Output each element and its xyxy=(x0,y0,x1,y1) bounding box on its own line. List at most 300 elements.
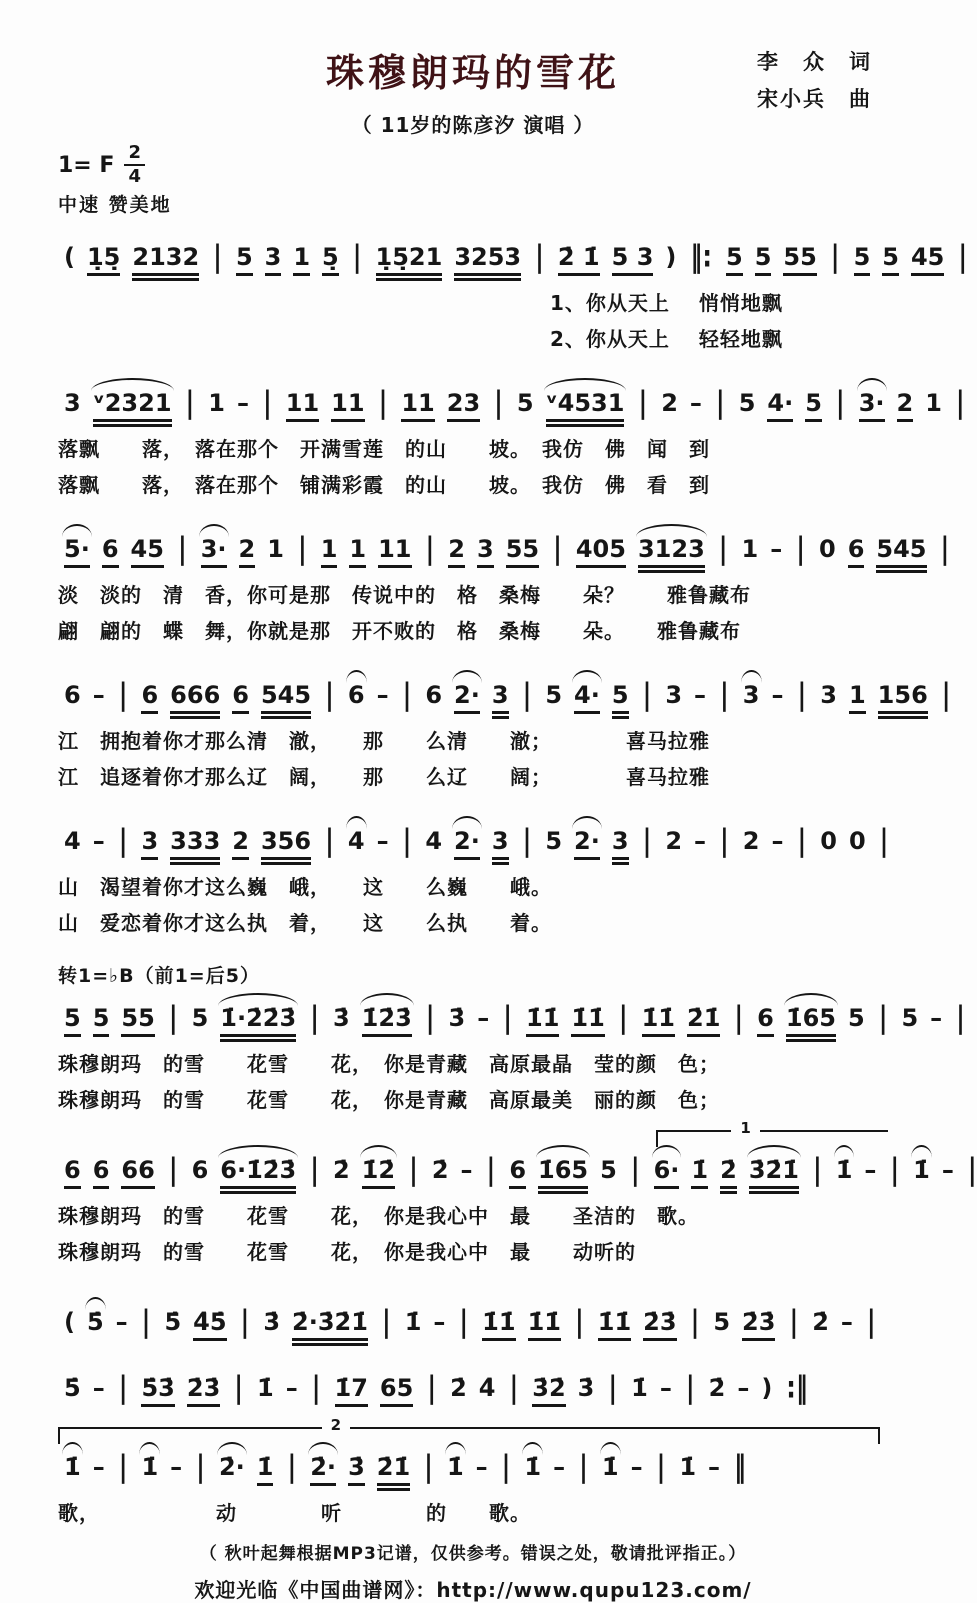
note-group: 2 xyxy=(897,391,914,422)
note-group: 6 xyxy=(347,681,365,709)
note-group: – xyxy=(864,1156,877,1184)
barline: | xyxy=(535,239,544,274)
score-system xyxy=(58,377,965,499)
notation-line xyxy=(58,669,951,719)
note-group: 0 xyxy=(820,827,837,855)
note-group: 1̇1̇ xyxy=(526,1006,559,1037)
barline: | xyxy=(835,385,845,420)
note-group: 5̇3̇ xyxy=(141,1376,174,1407)
note-group: 3̇2̇ xyxy=(532,1376,565,1407)
note-group: 5 xyxy=(901,1004,919,1032)
note-group: 6 xyxy=(64,1158,81,1189)
note-group: 6 xyxy=(757,1006,774,1037)
lyrics-line-2: 翩 翩的 蝶 舞，你就是那 开不败的 格 桑梅 朵。 雅鲁藏布 xyxy=(58,619,741,643)
note-group: 5 xyxy=(93,1006,110,1037)
note-group: 4 xyxy=(425,827,443,855)
note-group: – xyxy=(376,827,389,855)
note-group: 55 xyxy=(121,1006,154,1037)
note-group: 6 xyxy=(232,683,249,714)
note-group: 3 xyxy=(477,537,494,568)
tempo-marking: 中速 赞美地 xyxy=(58,194,172,216)
note-group: 65 xyxy=(380,1376,413,1407)
lyrics-line-1: 落飘 落， 落在那个 开满雪莲 的山 坡。 我仿 佛 闻 到 xyxy=(58,437,710,461)
note-group: 6· xyxy=(654,1158,680,1189)
barline: | xyxy=(955,385,965,420)
note-group: 3 xyxy=(492,683,509,719)
notation-line xyxy=(58,231,968,281)
score-system xyxy=(58,1119,977,1266)
time-signature xyxy=(124,144,145,186)
note-group: 4 xyxy=(347,827,365,855)
note-group: – xyxy=(477,1004,490,1032)
note-group: 11 xyxy=(286,391,319,422)
note-group: 333 xyxy=(170,829,220,865)
barline: | xyxy=(425,531,435,566)
note-group: 1̇ xyxy=(601,1453,619,1481)
note-group: 1 xyxy=(321,537,338,568)
key-signature xyxy=(58,144,888,186)
barline: | xyxy=(720,823,729,858)
barline: | xyxy=(715,385,725,420)
note-group: – xyxy=(771,681,784,709)
lyrics-line-2: 山 爱恋着你才这么执 着， 这 么执 着。 xyxy=(58,911,552,935)
notation-line xyxy=(58,992,965,1042)
note-group: 3̇ xyxy=(448,1004,466,1032)
barline: :‖ xyxy=(786,1370,808,1405)
score-system xyxy=(58,961,965,1114)
note-group: 45 xyxy=(131,537,164,568)
note-group: ) xyxy=(665,243,677,271)
score xyxy=(58,231,977,1527)
barline: | xyxy=(574,1304,584,1339)
barline: | xyxy=(297,531,307,566)
note-group: 1 xyxy=(208,389,225,417)
note-group: 2̇ xyxy=(450,1374,467,1402)
note-group: 5 xyxy=(726,245,743,276)
lyrics-line-2: 珠穆朗玛 的雪 花雪 花， 你是我心中 最 动听的 xyxy=(58,1240,636,1264)
note-group: 55 xyxy=(783,245,816,276)
note-group: – xyxy=(840,1308,853,1336)
note-group: 2132 xyxy=(132,245,199,281)
key-change-label: 转1=♭B（前1=后5） xyxy=(58,965,260,987)
note-group: 666 xyxy=(170,683,220,719)
note-group: 45 xyxy=(911,245,944,276)
note-group: 1̇ xyxy=(679,1453,697,1481)
note-group: 1 xyxy=(849,683,866,714)
barline: | xyxy=(494,385,503,420)
composer-credit: 宋小兵 曲 xyxy=(757,86,872,111)
barline: | xyxy=(310,1152,319,1187)
barline: | xyxy=(325,823,334,858)
note-group: 3̇2̇1̇ xyxy=(749,1158,799,1194)
note-group: 2̇· xyxy=(218,1453,245,1481)
barline: | xyxy=(553,531,562,566)
score-header xyxy=(58,42,888,217)
barline: | xyxy=(196,1449,205,1484)
note-group: 0 xyxy=(848,827,866,855)
notation-line xyxy=(58,1296,888,1346)
note-group: 2̇ xyxy=(720,1158,737,1194)
note-group: 55 xyxy=(506,537,539,568)
note-group: – xyxy=(460,1156,473,1184)
lyrics-line-1: 歌， 动 听 的 歌。 xyxy=(58,1501,531,1525)
lyrics-line-2: 珠穆朗玛 的雪 花雪 花， 你是青藏 高原最美 丽的颜 色； xyxy=(58,1088,720,1112)
note-group: 405 xyxy=(576,537,626,568)
barline: | xyxy=(797,677,807,712)
note-group: – xyxy=(92,1374,105,1402)
note-group: 6 xyxy=(102,537,119,568)
note-group: 1̇7 xyxy=(335,1376,368,1407)
barline: | xyxy=(424,1449,433,1484)
barline: | xyxy=(409,1152,418,1187)
barline: | xyxy=(509,1370,519,1405)
note-group: ᵛ4531 xyxy=(546,391,625,427)
note-group: 11 xyxy=(378,537,411,568)
note-group: 5 xyxy=(516,389,534,417)
volta-number: 1 xyxy=(731,1121,759,1136)
barline: | xyxy=(579,1449,588,1484)
note-group: 3 xyxy=(492,829,509,865)
note-group: 5 3 xyxy=(612,245,654,276)
barline: | xyxy=(789,1304,799,1339)
note-group: – xyxy=(771,827,784,855)
note-group: 1̇ xyxy=(64,1453,81,1481)
transcriber-note: （ 秋叶起舞根据MP3记谱，仅供参考。错误之处，敬请批评指正。） xyxy=(199,1544,747,1564)
lyrics-line-1: 1、你从天上 悄悄地飘 xyxy=(550,291,783,315)
barline: | xyxy=(185,385,195,420)
note-group: 1̇1̇ xyxy=(528,1310,561,1341)
notation-line xyxy=(58,523,950,573)
notation-line xyxy=(58,1416,888,1491)
note-group: 1̇ xyxy=(141,1453,159,1481)
note-group: 1̇ xyxy=(446,1453,464,1481)
score-system xyxy=(58,523,950,645)
note-group: 1̇65 xyxy=(786,1006,836,1042)
note-group: 1̣5̣21 xyxy=(376,245,443,281)
note-group: 1̇1̇ xyxy=(482,1310,515,1341)
note-group: – xyxy=(708,1453,721,1481)
note-group: 2̇3̇ xyxy=(187,1376,220,1407)
barline: | xyxy=(656,1449,666,1484)
volta-bracket xyxy=(58,1416,880,1444)
note-group: ᵛ2321 xyxy=(93,391,172,427)
barline: | xyxy=(118,677,128,712)
barline: | xyxy=(956,1000,965,1035)
note-group: 1 xyxy=(741,535,759,563)
note-group: – xyxy=(770,535,783,563)
barline: | xyxy=(638,385,648,420)
barline: | xyxy=(459,1304,469,1339)
note-group: 2 xyxy=(239,537,256,568)
performer-subtitle: （ 11岁的陈彦汐 演唱 ） xyxy=(351,113,595,137)
note-group: 5 xyxy=(600,1156,617,1184)
barline: | xyxy=(402,677,412,712)
credits xyxy=(757,44,872,118)
barline: | xyxy=(642,677,652,712)
note-group: 5 xyxy=(191,1004,209,1032)
barline: | xyxy=(381,1304,391,1339)
barline: | xyxy=(141,1304,151,1339)
barline: | xyxy=(378,385,388,420)
note-group: 2̇ xyxy=(332,1156,350,1184)
score-system xyxy=(58,1416,888,1527)
barline: | xyxy=(522,677,532,712)
barline: | xyxy=(967,1152,977,1187)
note-group: 6 xyxy=(141,683,158,714)
note-group: 5 xyxy=(612,683,629,719)
score-system xyxy=(58,815,888,937)
note-group: 3̇ xyxy=(577,1374,595,1402)
barline: | xyxy=(118,1370,128,1405)
site-link: 欢迎光临《中国曲谱网》：http://www.qupu123.com/ xyxy=(194,1578,752,1602)
note-group: 545 xyxy=(261,683,311,719)
note-group: 1̇ xyxy=(913,1156,930,1184)
note-group: 1̇ xyxy=(257,1455,274,1486)
barline: ‖ xyxy=(734,1449,747,1484)
barline: | xyxy=(234,1370,244,1405)
barline: | xyxy=(718,531,728,566)
barline: | xyxy=(501,1449,511,1484)
key-label: 1= F xyxy=(58,152,115,178)
note-group: 5̇ xyxy=(164,1308,182,1336)
barline: | xyxy=(958,239,968,274)
barline: | xyxy=(685,1370,695,1405)
note-group: – xyxy=(475,1453,488,1481)
note-group: 3 xyxy=(141,829,158,860)
lyrics-line-1: 珠穆朗玛 的雪 花雪 花， 你是青藏 高原最晶 莹的颜 色； xyxy=(58,1052,720,1076)
barline: | xyxy=(118,823,128,858)
notation-line xyxy=(58,815,888,865)
note-group: 1 xyxy=(267,535,284,563)
lyrics-line-2: 江 追逐着你才那么辽 阔， 那 么辽 阔； 喜马拉雅 xyxy=(58,765,710,789)
note-group: 5̣ xyxy=(322,245,339,276)
note-group: 6·1̇2̇3̇ xyxy=(220,1158,296,1194)
note-group: – xyxy=(930,1004,943,1032)
barline: | xyxy=(941,677,951,712)
note-group: – xyxy=(553,1453,566,1481)
note-group: 5 xyxy=(713,1308,731,1336)
score-system xyxy=(58,1362,888,1407)
barline: | xyxy=(878,1000,888,1035)
note-group: 5 xyxy=(738,389,756,417)
barline: | xyxy=(118,1449,128,1484)
page-title: 珠穆朗玛的雪花 xyxy=(325,51,620,95)
barline: | xyxy=(608,1370,618,1405)
note-group: – xyxy=(630,1453,643,1481)
note-group: 4 xyxy=(64,827,81,855)
note-group: 2̇ xyxy=(812,1308,829,1336)
note-group: 5 xyxy=(755,245,772,276)
note-group: ( xyxy=(64,243,75,271)
note-group: 1̇1̇ xyxy=(571,1006,604,1037)
note-group: – xyxy=(376,681,389,709)
note-group: 2̇3̇ xyxy=(643,1310,676,1341)
note-group: 545 xyxy=(876,537,926,573)
note-group: 3̇ xyxy=(348,1455,365,1486)
volta-number: 2 xyxy=(322,1418,350,1433)
note-group: 23 xyxy=(447,391,480,422)
note-group: 5̇ xyxy=(86,1308,104,1336)
barline: | xyxy=(352,239,362,274)
note-group: – xyxy=(115,1308,128,1336)
note-group: – xyxy=(694,681,707,709)
note-group: 1 xyxy=(925,389,942,417)
note-group: – xyxy=(433,1308,446,1336)
meter-numerator: 2 xyxy=(124,144,145,166)
note-group: – xyxy=(92,827,105,855)
note-group: ( xyxy=(64,1308,75,1336)
barline: | xyxy=(240,1304,250,1339)
note-group: 5 xyxy=(236,245,253,276)
barline: | xyxy=(879,823,889,858)
note-group: 3 xyxy=(612,829,629,865)
note-group: 1 xyxy=(349,537,366,568)
note-group: 3 xyxy=(64,389,81,417)
score-system xyxy=(58,1296,888,1346)
note-group: – xyxy=(941,1156,954,1184)
note-group: 4̇5̇ xyxy=(193,1310,226,1341)
note-group: 5 xyxy=(545,827,563,855)
barline: | xyxy=(177,531,187,566)
notation-line xyxy=(58,1119,977,1194)
note-group: 2̇ 1̇ xyxy=(558,245,600,276)
barline: | xyxy=(630,1152,640,1187)
lyrics-line-1: 珠穆朗玛 的雪 花雪 花， 你是我心中 最 圣洁的 歌。 xyxy=(58,1204,699,1228)
note-group: 5· xyxy=(64,537,90,568)
note-group: 5 xyxy=(64,1006,81,1037)
note-group: 4· xyxy=(767,391,793,422)
note-group: 2· xyxy=(454,829,480,860)
barline: | xyxy=(830,239,840,274)
note-group: 66 xyxy=(121,1158,154,1189)
lyrics-line-1: 江 拥抱着你才那么清 澈， 那 么清 澈； 喜马拉雅 xyxy=(58,729,710,753)
note-group: 3̇ xyxy=(263,1308,281,1336)
barline: | xyxy=(425,1000,435,1035)
barline: | xyxy=(402,823,412,858)
note-group: 1̇2̇3̇ xyxy=(362,1006,412,1037)
note-group: 3· xyxy=(859,391,885,422)
barline: | xyxy=(734,1000,744,1035)
note-group: 2 xyxy=(661,389,678,417)
score-system xyxy=(58,231,968,353)
note-group: – xyxy=(737,1374,750,1402)
barline: | xyxy=(287,1449,297,1484)
lyricist-credit: 李 众 词 xyxy=(757,50,872,74)
barline: | xyxy=(427,1370,437,1405)
lyrics-line-2: 落飘 落， 落在那个 铺满彩霞 的山 坡。 我仿 佛 看 到 xyxy=(58,473,710,497)
note-group: 2 xyxy=(232,829,249,860)
lyrics-line-1: 淡 淡的 清 香，你可是那 传说中的 格 桑梅 朵？ 雅鲁藏布 xyxy=(58,583,751,607)
lyrics-line-2: 2、你从天上 轻轻地飘 xyxy=(550,327,783,351)
note-group: 1̇·2̇2̇3̇ xyxy=(220,1006,296,1042)
note-group: – xyxy=(92,681,105,709)
note-group: 4· xyxy=(574,683,600,714)
barline: | xyxy=(618,1000,628,1035)
note-group: 3 xyxy=(742,681,760,709)
note-group: 3· xyxy=(201,537,227,568)
barline: | xyxy=(168,1000,178,1035)
note-group: – xyxy=(659,1374,672,1402)
note-group: 1̇ xyxy=(404,1308,422,1336)
lyrics-line-1: 山 渴望着你才这么巍 峨， 这 么巍 峨。 xyxy=(58,875,552,899)
note-group: 2̇· xyxy=(310,1455,336,1486)
note-group: 1̇2̇ xyxy=(362,1158,395,1189)
note-group: 2 xyxy=(665,827,683,855)
note-group: 2̇3̇ xyxy=(742,1310,775,1341)
barline: ‖: xyxy=(690,239,712,274)
note-group: 1̇1̇ xyxy=(598,1310,631,1341)
note-group: 2̇ xyxy=(708,1374,726,1402)
barline: | xyxy=(522,823,532,858)
note-group: 1̇1̇ xyxy=(642,1006,675,1037)
note-group: 6 xyxy=(93,1158,110,1189)
note-group: – xyxy=(92,1453,105,1481)
note-group: 0 xyxy=(819,535,836,563)
note-group: 3 xyxy=(665,681,683,709)
note-group: 2̇·3̇2̇1̇ xyxy=(292,1310,368,1346)
barline: | xyxy=(213,239,222,274)
note-group: 3̇ xyxy=(332,1004,350,1032)
note-group: 1̣5̣ xyxy=(87,245,120,276)
barline: | xyxy=(720,677,729,712)
note-group: 3123 xyxy=(638,537,705,573)
score-system xyxy=(58,669,951,791)
note-group: 156 xyxy=(878,683,928,719)
note-group: 6 xyxy=(191,1156,209,1184)
note-group: 3 xyxy=(265,245,282,276)
barline: | xyxy=(796,531,805,566)
note-group: 6 xyxy=(425,681,443,709)
note-group: 11 xyxy=(331,391,364,422)
note-group: 2̇ xyxy=(431,1156,449,1184)
note-group: 5 xyxy=(854,245,871,276)
note-group: – xyxy=(689,389,702,417)
note-group: 2· xyxy=(454,683,480,714)
note-group: 1̇65 xyxy=(538,1158,588,1194)
barline: | xyxy=(890,1152,900,1187)
barline: | xyxy=(797,823,807,858)
note-group: 11 xyxy=(401,391,434,422)
note-group: 1̇ xyxy=(691,1158,708,1189)
barline: | xyxy=(812,1152,822,1187)
note-group: 5̇ xyxy=(64,1374,81,1402)
note-group: 5 xyxy=(882,245,899,276)
note-group: 1̇ xyxy=(631,1374,648,1402)
note-group: 5 xyxy=(847,1004,865,1032)
barline: | xyxy=(325,677,334,712)
notation-line xyxy=(58,1362,888,1407)
note-group: 1 xyxy=(293,245,310,276)
notation-line xyxy=(58,377,965,427)
barline: | xyxy=(263,385,272,420)
note-group: 3 xyxy=(820,681,837,709)
note-group: 1̇ xyxy=(524,1453,542,1481)
note-group: 1̇ xyxy=(835,1156,853,1184)
note-group: 4̇ xyxy=(478,1374,496,1402)
note-group: 2̇1̇ xyxy=(687,1006,720,1037)
note-group: 356 xyxy=(261,829,311,865)
note-group: 2̇1̇ xyxy=(377,1455,410,1491)
barline: | xyxy=(168,1152,178,1187)
barline: | xyxy=(503,1000,513,1035)
note-group: 5 xyxy=(545,681,563,709)
note-group: 2 xyxy=(742,827,760,855)
note-group: 6 xyxy=(509,1158,526,1189)
barline: | xyxy=(310,1000,319,1035)
note-group: – xyxy=(237,389,249,417)
note-group: – xyxy=(285,1374,298,1402)
note-group: 6 xyxy=(64,681,81,709)
